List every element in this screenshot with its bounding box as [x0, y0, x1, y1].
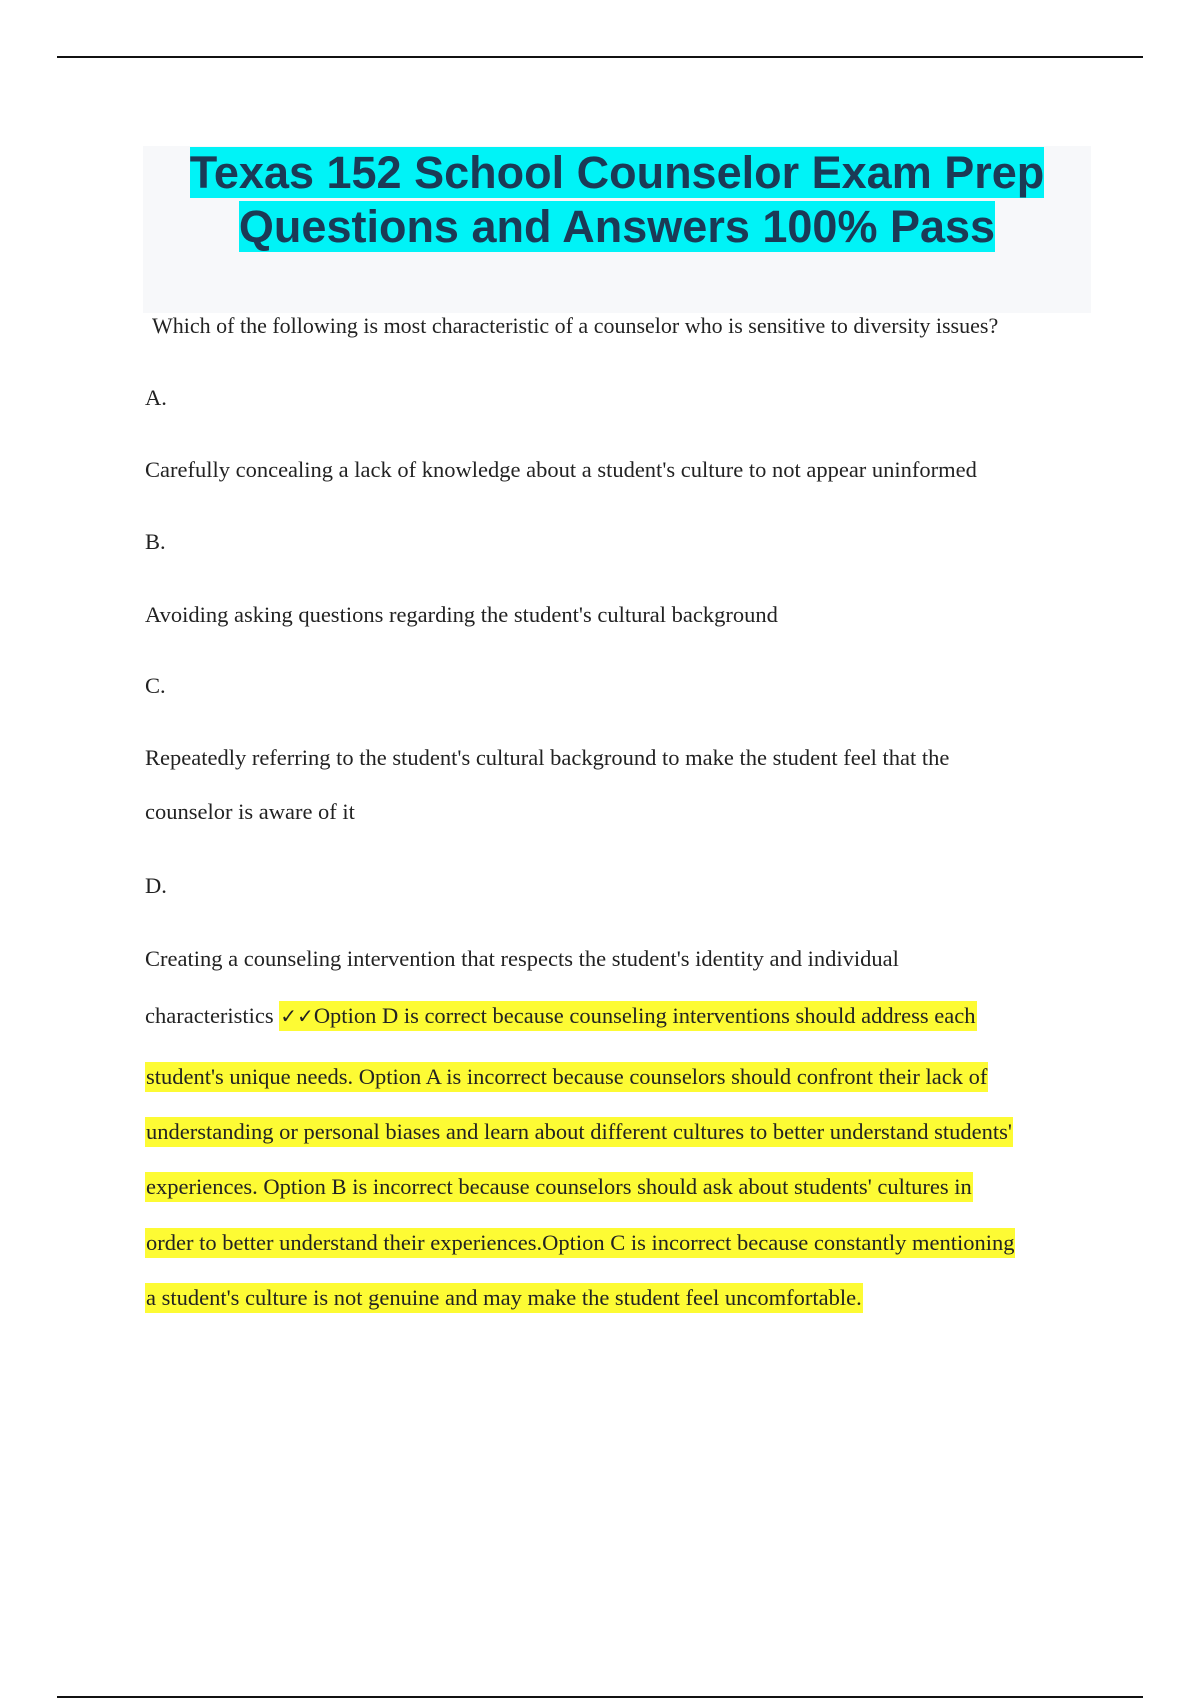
- answer-line-5: order to better understand their experiences.Option C is incorrect because constantly mentioning: [145, 1228, 1015, 1258]
- option-b-letter: B.: [145, 529, 166, 554]
- answer-line-1-text: Option D is correct because counseling interventions should address each: [313, 1003, 976, 1028]
- answer-line-4: experiences. Option B is incorrect because counselors should ask about students' cultures in: [145, 1172, 973, 1202]
- option-a-text: Carefully concealing a lack of knowledge about a student's culture to not appear uninformed: [145, 457, 977, 482]
- title-line-1: Texas 152 School Counselor Exam Prep: [189, 147, 1045, 198]
- option-d-text-line-2-with-answer: [145, 1001, 977, 1031]
- answer-line-1: [279, 1001, 976, 1031]
- option-d-text-line-1: Creating a counseling intervention that respects the student's identity and individual: [145, 946, 899, 971]
- bottom-rule: [57, 1696, 1143, 1698]
- option-c-text-line-1: Repeatedly referring to the student's cultural background to make the student feel that the: [145, 745, 950, 770]
- question-text: Which of the following is most characteristic of a counselor who is sensitive to diversity issues?: [152, 313, 999, 338]
- option-d-letter: D.: [145, 873, 167, 898]
- page-title: [143, 146, 1091, 254]
- answer-line-3: understanding or personal biases and learn about different cultures to better understand students': [145, 1117, 1013, 1147]
- check-icon: ✓✓: [280, 1004, 314, 1028]
- answer-line-6: a student's culture is not genuine and may make the student feel uncomfortable.: [145, 1283, 863, 1313]
- top-rule: [57, 56, 1143, 58]
- option-d-text-line-2: characteristics: [145, 1003, 274, 1028]
- answer-line-2: student's unique needs. Option A is incorrect because counselors should confront their lack of: [145, 1062, 988, 1092]
- option-b-text: Avoiding asking questions regarding the student's cultural background: [145, 602, 778, 627]
- title-line-2: Questions and Answers 100% Pass: [238, 201, 996, 252]
- option-c-letter: C.: [145, 673, 166, 698]
- option-c-text-line-2: counselor is aware of it: [145, 799, 355, 824]
- option-a-letter: A.: [145, 385, 167, 410]
